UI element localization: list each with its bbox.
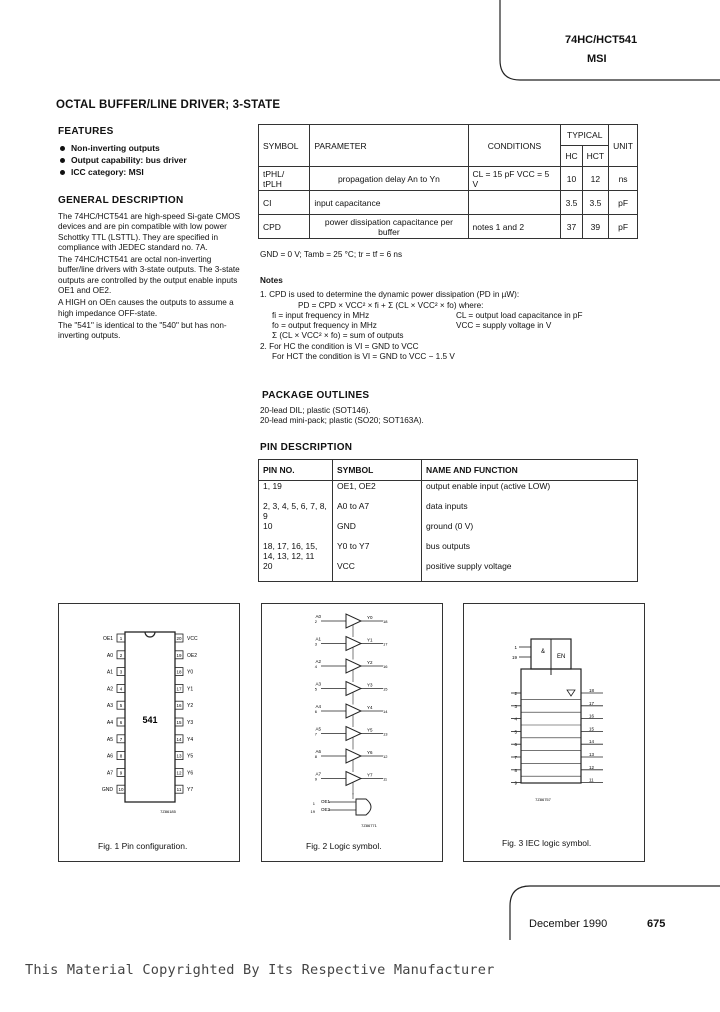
table-header: NAME AND FUNCTION	[422, 460, 638, 481]
en-label: EN	[557, 654, 566, 660]
output-pin-number: 11	[589, 777, 594, 783]
input-label: A0	[315, 614, 321, 619]
chip-label: 541	[142, 715, 158, 725]
typical-characteristics-table	[258, 124, 638, 239]
buffer-triangle	[346, 637, 361, 651]
pin-label: Y5	[187, 753, 194, 760]
and-label: &	[541, 649, 546, 655]
table-row: 10 GND ground (0 V)	[259, 521, 638, 541]
pin-label: A1	[106, 669, 113, 676]
figure-code: 7Z86771	[361, 823, 377, 828]
notes: Notes 1. CPD is used to determine the dynamic power dissipation (PD in µW): PD = CPD × VCC² × fi + Σ (CL × VCC² × fo) where: fi = input frequency in MHz CL = output load capacitance in pF fo = output frequency in MHz VCC = supply voltage in V Σ (CL × VCC² × fo) = sum of outputs 2. For HC the condition is VI = GND to VCC For HCT the condition is VI = GND to VCC − 1.5 V	[260, 276, 640, 362]
output-pin-number: 15	[383, 686, 388, 692]
input-pin-number: 8	[514, 767, 517, 773]
pin-description-heading: PIN DESCRIPTION	[260, 442, 353, 453]
table-header: PIN NO.	[259, 460, 333, 481]
input-pin-number: 3	[514, 703, 517, 709]
category-label: MSI	[587, 53, 607, 65]
paragraph: The 74HC/HCT541 are octal non-inverting buffer/line drivers with 3-state outputs. The 3-state outputs are controlled by the output enable inputs OE1 and OE2.	[58, 255, 240, 296]
input-pin-number: 8	[314, 754, 317, 759]
figure-2-caption: Fig. 2 Logic symbol.	[306, 841, 382, 851]
pin-number: 11	[176, 787, 182, 793]
page-number: 675	[647, 918, 666, 930]
input-label: A2	[315, 659, 321, 664]
table-row: 18, 17, 16, 15, 14, 13, 12, 11 Y0 to Y7 bus outputs	[259, 541, 638, 561]
pin-number: 8	[119, 753, 123, 759]
input-label: A6	[315, 749, 321, 754]
table-header: PARAMETER	[310, 125, 468, 167]
output-label: Y4	[367, 705, 373, 710]
buffer-triangle	[346, 659, 361, 673]
features-list	[60, 142, 187, 178]
input-pin-number: 5	[514, 729, 517, 735]
package-heading: PACKAGE OUTLINES	[262, 390, 370, 401]
notes-heading: Notes	[260, 276, 283, 285]
pin-number: 2	[119, 652, 123, 658]
buffer-triangle	[346, 749, 361, 763]
pin-configuration-diagram	[58, 603, 238, 833]
pin-label: A5	[106, 736, 113, 743]
table-header: SYMBOL	[259, 125, 310, 167]
table-header: HCT	[582, 146, 608, 167]
input-pin-number: 2	[514, 691, 517, 696]
table-row: CI input capacitance 3.5 3.5 pF	[259, 191, 638, 215]
pin-label: Y1	[187, 686, 194, 693]
pin-number: 16	[176, 703, 182, 709]
input-pin-number: 7	[314, 731, 317, 737]
output-label: Y6	[367, 750, 373, 755]
input-pin-number: 3	[314, 641, 317, 647]
output-pin-number: 14	[383, 709, 388, 714]
output-pin-number: 17	[589, 700, 595, 706]
pin-number: 3	[119, 669, 123, 675]
pin-label: Y4	[187, 736, 194, 743]
pin-number: 19	[176, 652, 182, 658]
input-pin-number: 6	[314, 709, 317, 714]
list-item: Non-inverting outputs	[60, 142, 187, 154]
input-label: A4	[315, 704, 321, 709]
input-pin-number: 4	[514, 716, 517, 722]
input-pin-number: 7	[514, 755, 517, 760]
pin-number: 18	[176, 669, 182, 675]
pin-label: A3	[106, 703, 113, 710]
buffer-triangle	[346, 704, 361, 718]
figure-1-caption: Fig. 1 Pin configuration.	[98, 841, 188, 851]
list-item: Output capability: bus driver	[60, 154, 187, 166]
pin-label: A2	[106, 686, 113, 693]
pin-label: Y3	[187, 720, 194, 726]
output-pin-number: 15	[589, 726, 595, 732]
figure-code: 7Z86185	[160, 809, 176, 814]
input-pin-number: 4	[314, 664, 317, 669]
output-label: Y1	[367, 637, 373, 643]
input-label: A3	[315, 681, 321, 687]
input-pin-number: 2	[314, 619, 317, 624]
output-label: Y5	[367, 727, 373, 733]
enable-pin-number: 1	[312, 801, 315, 806]
input-pin-number: 6	[514, 742, 517, 748]
output-pin-number: 16	[589, 713, 595, 719]
table-header: UNIT	[609, 125, 638, 167]
list-item: ICC category: MSI	[60, 166, 187, 178]
iec-logic-symbol-diagram	[463, 603, 643, 833]
pin-number: 13	[176, 753, 182, 759]
output-pin-number: 14	[589, 739, 595, 745]
nor-gate	[356, 799, 371, 815]
enable-label: OE1	[321, 799, 331, 804]
pin-label: A7	[106, 770, 113, 777]
general-description-heading: GENERAL DESCRIPTION	[58, 195, 184, 206]
pin-number: 5	[119, 703, 123, 709]
table-row: CPD power dissipation capacitance per buffer notes 1 and 2 37 39 pF	[259, 215, 638, 239]
output-label: Y7	[367, 772, 373, 778]
buffer-triangle	[346, 614, 361, 628]
figure-3-caption: Fig. 3 IEC logic symbol.	[502, 838, 592, 848]
copyright-notice: This Material Copyrighted By Its Respective Manufacturer	[25, 962, 495, 978]
output-pin-number: 18	[383, 619, 388, 624]
page-title: OCTAL BUFFER/LINE DRIVER; 3-STATE	[56, 99, 281, 111]
pin-number: 12	[176, 770, 182, 776]
input-label: A5	[315, 726, 321, 732]
pin-label: OE2	[187, 652, 198, 659]
output-label: Y0	[367, 615, 373, 620]
pin-number: 7	[119, 736, 123, 742]
table-header: CONDITIONS	[468, 125, 561, 167]
pin-label: Y6	[187, 770, 194, 777]
buffer-triangle	[346, 772, 361, 786]
pin-number: 15	[176, 720, 182, 725]
footer-border	[0, 880, 720, 940]
pin-label: Y0	[187, 669, 194, 676]
input-pin-number: 5	[314, 686, 317, 692]
table-header: TYPICAL	[561, 125, 609, 146]
pin-number: 10	[118, 787, 124, 793]
features-heading: FEATURES	[58, 126, 114, 137]
pin-number: 9	[119, 770, 123, 776]
input-label: A1	[315, 636, 321, 642]
part-number: 74HC/HCT541	[565, 34, 638, 46]
output-pin-number: 13	[589, 752, 595, 757]
logic-symbol-diagram	[261, 603, 441, 833]
output-pin-number: 11	[383, 776, 388, 782]
buffer-triangle	[346, 727, 361, 741]
enable-pin-number: 19	[310, 809, 315, 814]
output-label: Y3	[367, 682, 373, 688]
input-label: A7	[315, 771, 321, 777]
pin-label: A6	[106, 753, 113, 760]
output-pin-number: 12	[589, 764, 595, 770]
pin-label: VCC	[187, 636, 198, 642]
pin-number: 17	[176, 686, 182, 692]
output-pin-number: 17	[383, 641, 388, 647]
pin-description-table	[258, 459, 638, 582]
pin-label: Y2	[187, 703, 194, 710]
table-header: SYMBOL	[333, 460, 422, 481]
output-pin-number: 12	[383, 754, 388, 759]
pin-number: 6	[119, 720, 123, 725]
table-row: 20 VCC positive supply voltage	[259, 561, 638, 582]
pin-number: 4	[119, 686, 123, 692]
pin-number: 1	[119, 636, 123, 641]
buffer-triangle	[346, 682, 361, 696]
enable-label: OE2	[321, 807, 331, 812]
output-pin-number: 16	[383, 664, 388, 669]
pin-label: Y7	[187, 787, 194, 794]
pin-number: 14	[176, 736, 182, 742]
en-pin-number: 19	[511, 655, 517, 660]
general-description	[58, 212, 243, 344]
package-outlines: 20-lead DIL; plastic (SOT146). 20-lead mini-pack; plastic (SO20; SOT163A).	[260, 406, 424, 426]
table-header: HC	[561, 146, 582, 167]
paragraph: The 74HC/HCT541 are high-speed Si-gate CMOS devices and are pin compatible with low power Schottky TTL (LSTTL). They are specified in compliance with JEDEC standard no. 7A.	[58, 212, 241, 252]
pin-label: A0	[106, 652, 113, 659]
conditions-line: GND = 0 V; Tamb = 25 °C; tr = tf = 6 ns	[260, 250, 403, 259]
table-row: 2, 3, 4, 5, 6, 7, 8, 9 A0 to A7 data inputs	[259, 501, 638, 521]
footer-date: December 1990	[529, 918, 608, 930]
input-pin-number: 9	[314, 776, 317, 782]
output-pin-number: 13	[383, 731, 388, 737]
input-pin-number: 9	[514, 780, 517, 786]
paragraph: The "541" is identical to the "540" but has non-inverting outputs.	[58, 320, 227, 341]
figure-code: 7Z86757	[535, 797, 551, 802]
output-pin-number: 18	[589, 688, 595, 693]
pin-label: GND	[101, 787, 113, 794]
en-pin-number: 1	[514, 645, 517, 650]
pin-label: A4	[106, 720, 113, 726]
table-row: tPHL/ tPLH propagation delay An to Yn CL = 15 pF VCC = 5 V 10 12 ns	[259, 167, 638, 191]
pin-label: OE1	[102, 636, 113, 642]
pin-number: 20	[176, 636, 182, 641]
paragraph: A HIGH on OEn causes the outputs to assume a high impedance OFF-state.	[58, 298, 234, 318]
output-label: Y2	[367, 660, 373, 665]
table-row: 1, 19 OE1, OE2 output enable input (active LOW)	[259, 481, 638, 502]
